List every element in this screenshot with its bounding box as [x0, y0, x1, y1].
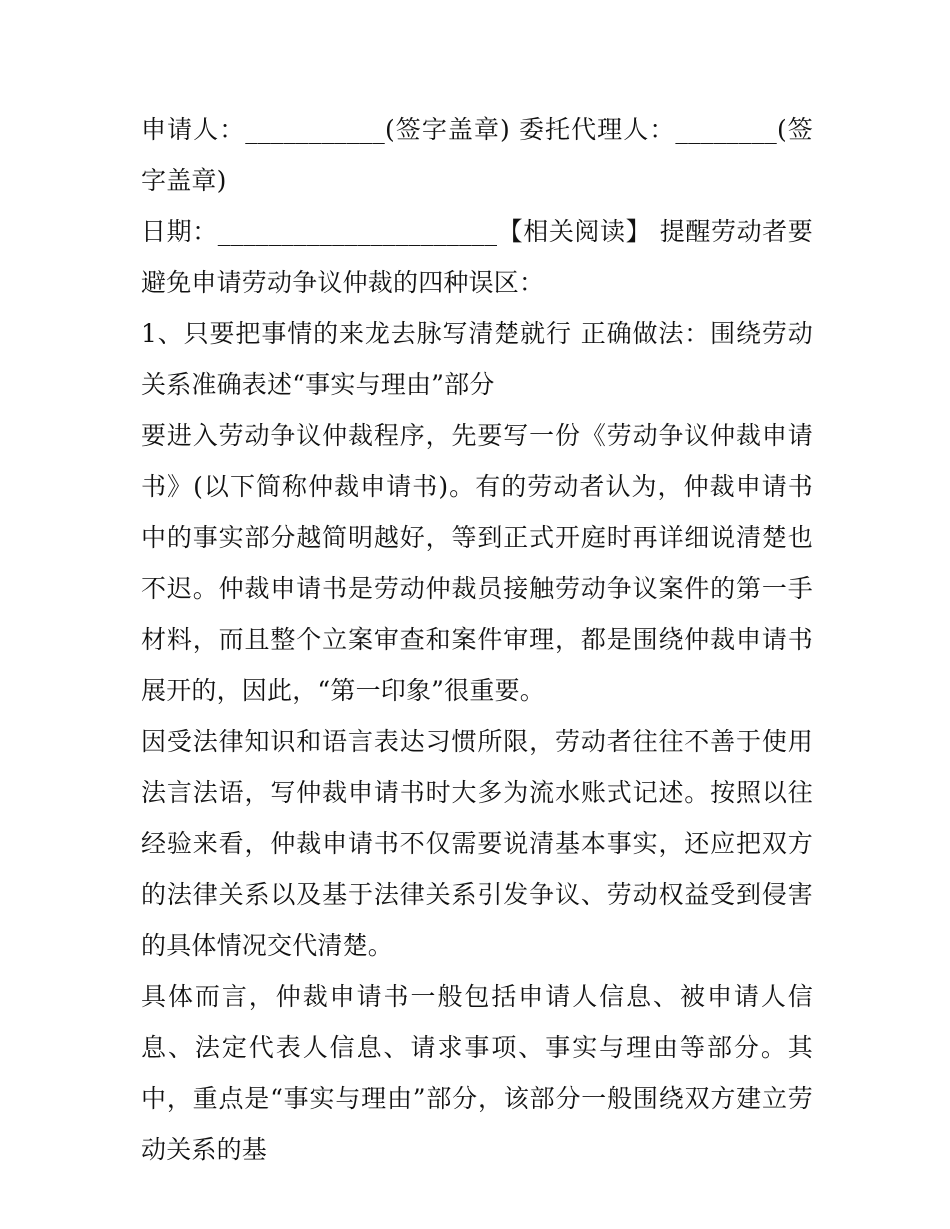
document-body	[141, 104, 813, 1175]
body-paragraph: 因受法律知识和语言表达习惯所限，劳动者往往不善于使用法言法语，写仲裁申请书时大多为流水账式记述。按照以往经验来看，仲裁申请书不仅需要说清基本事实，还应把双方的法律关系以及基于法律关系引发争议、劳动权益受到侵害的具体情况交代清楚。	[141, 727, 813, 960]
body-paragraph: 具体而言，仲裁申请书一般包括申请人信息、被申请人信息、法定代表人信息、请求事项、事实与理由等部分。其中，重点是“事实与理由”部分，该部分一般围绕双方建立劳动关系的基	[141, 982, 813, 1164]
signature-line-paragraph: 申请人：___________(签字盖章) 委托代理人：________(签字盖章)	[141, 115, 813, 195]
misconception-1-heading: 1、只要把事情的来龙去脉写清楚就行 正确做法：围绕劳动关系准确表述“事实与理由”部分	[141, 319, 813, 399]
date-and-related-reading-paragraph: 日期：______________________【相关阅读】 提醒劳动者要避免申请劳动争议仲裁的四种误区：	[141, 217, 813, 297]
body-paragraph: 要进入劳动争议仲裁程序，先要写一份《劳动争议仲裁申请书》(以下简称仲裁申请书)。有的劳动者认为，仲裁申请书中的事实部分越简明越好，等到正式开庭时再详细说清楚也不迟。仲裁申请书是劳动仲裁员接触劳动争议案件的第一手材料，而且整个立案审查和案件审理，都是围绕仲裁申请书展开的，因此，“第一印象”很重要。	[141, 421, 813, 705]
